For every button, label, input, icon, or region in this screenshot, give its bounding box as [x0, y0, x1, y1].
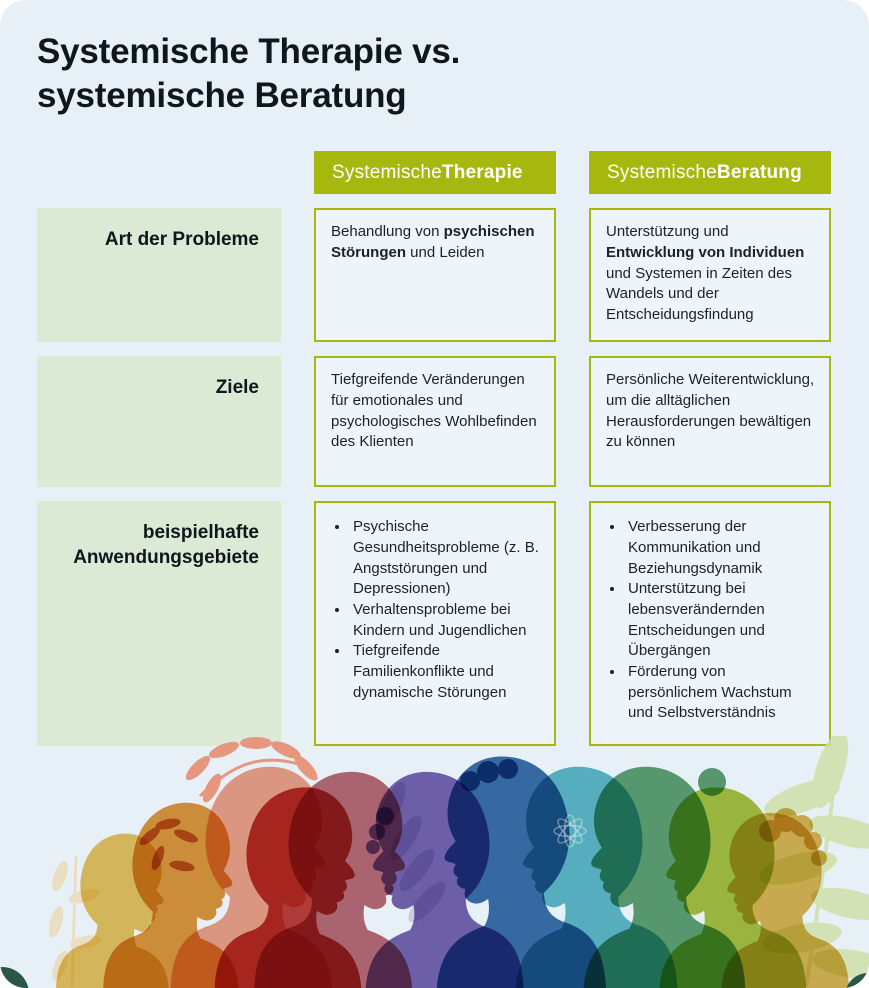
column-header-prefix: Systemische [607, 161, 717, 183]
list-item: • Unterstützung bei lebensverändernden Entscheidungen und Übergängen [625, 579, 816, 662]
row-label-anwendungsgebiete: beispielhafte Anwendungsgebiete [37, 501, 281, 746]
people-group [56, 756, 849, 988]
cell-probleme-therapie: Behandlung von psychischen Störungen und Leiden [314, 208, 556, 342]
comparison-table [37, 151, 832, 746]
list-item: • Verhaltensprobleme bei Kindern und Jugendlichen [350, 600, 541, 641]
cell-anwendung-therapie [314, 501, 556, 746]
list-item: • Psychische Gesundheitsprobleme (z. B. Angststörungen und Depressionen) [350, 517, 541, 600]
list-item: • Tiefgreifende Familienkonflikte und dynamische Störungen [350, 641, 541, 703]
diverse-people-illustration [0, 736, 869, 988]
page-title: Systemische Therapie vs. systemische Beratung [37, 32, 461, 116]
row-label-ziele: Ziele [37, 356, 281, 487]
column-header-emphasis: Therapie [441, 161, 523, 183]
column-header-beratung [589, 151, 831, 194]
cell-ziele-therapie: Tiefgreifende Veränderungen für emotionales und psychologisches Wohlbefinden des Klienten [314, 356, 556, 487]
list-item: • Verbesserung der Kommunikation und Beziehungsdynamik [625, 517, 816, 579]
cell-anwendung-beratung [589, 501, 831, 746]
column-header-therapie [314, 151, 556, 194]
bullet-list-beratung [606, 517, 816, 724]
row-label-art-der-probleme: Art der Probleme [37, 208, 281, 342]
corner-leaf-left-icon [0, 967, 29, 988]
cell-probleme-beratung: Unterstützung und Entwicklung von Individuen und Systemen in Zeiten des Wandels und der Entscheidungsfindung [589, 208, 831, 342]
column-header-emphasis: Beratung [716, 161, 802, 183]
column-header-prefix: Systemische [332, 161, 442, 183]
list-item: • Förderung von persönlichem Wachstum und Selbstverständnis [625, 662, 816, 724]
cell-ziele-beratung: Persönliche Weiterentwicklung, um die alltäglichen Herausforderungen bewältigen zu können [589, 356, 831, 487]
bullet-list-therapie [331, 517, 541, 703]
table-corner-spacer [37, 151, 281, 194]
